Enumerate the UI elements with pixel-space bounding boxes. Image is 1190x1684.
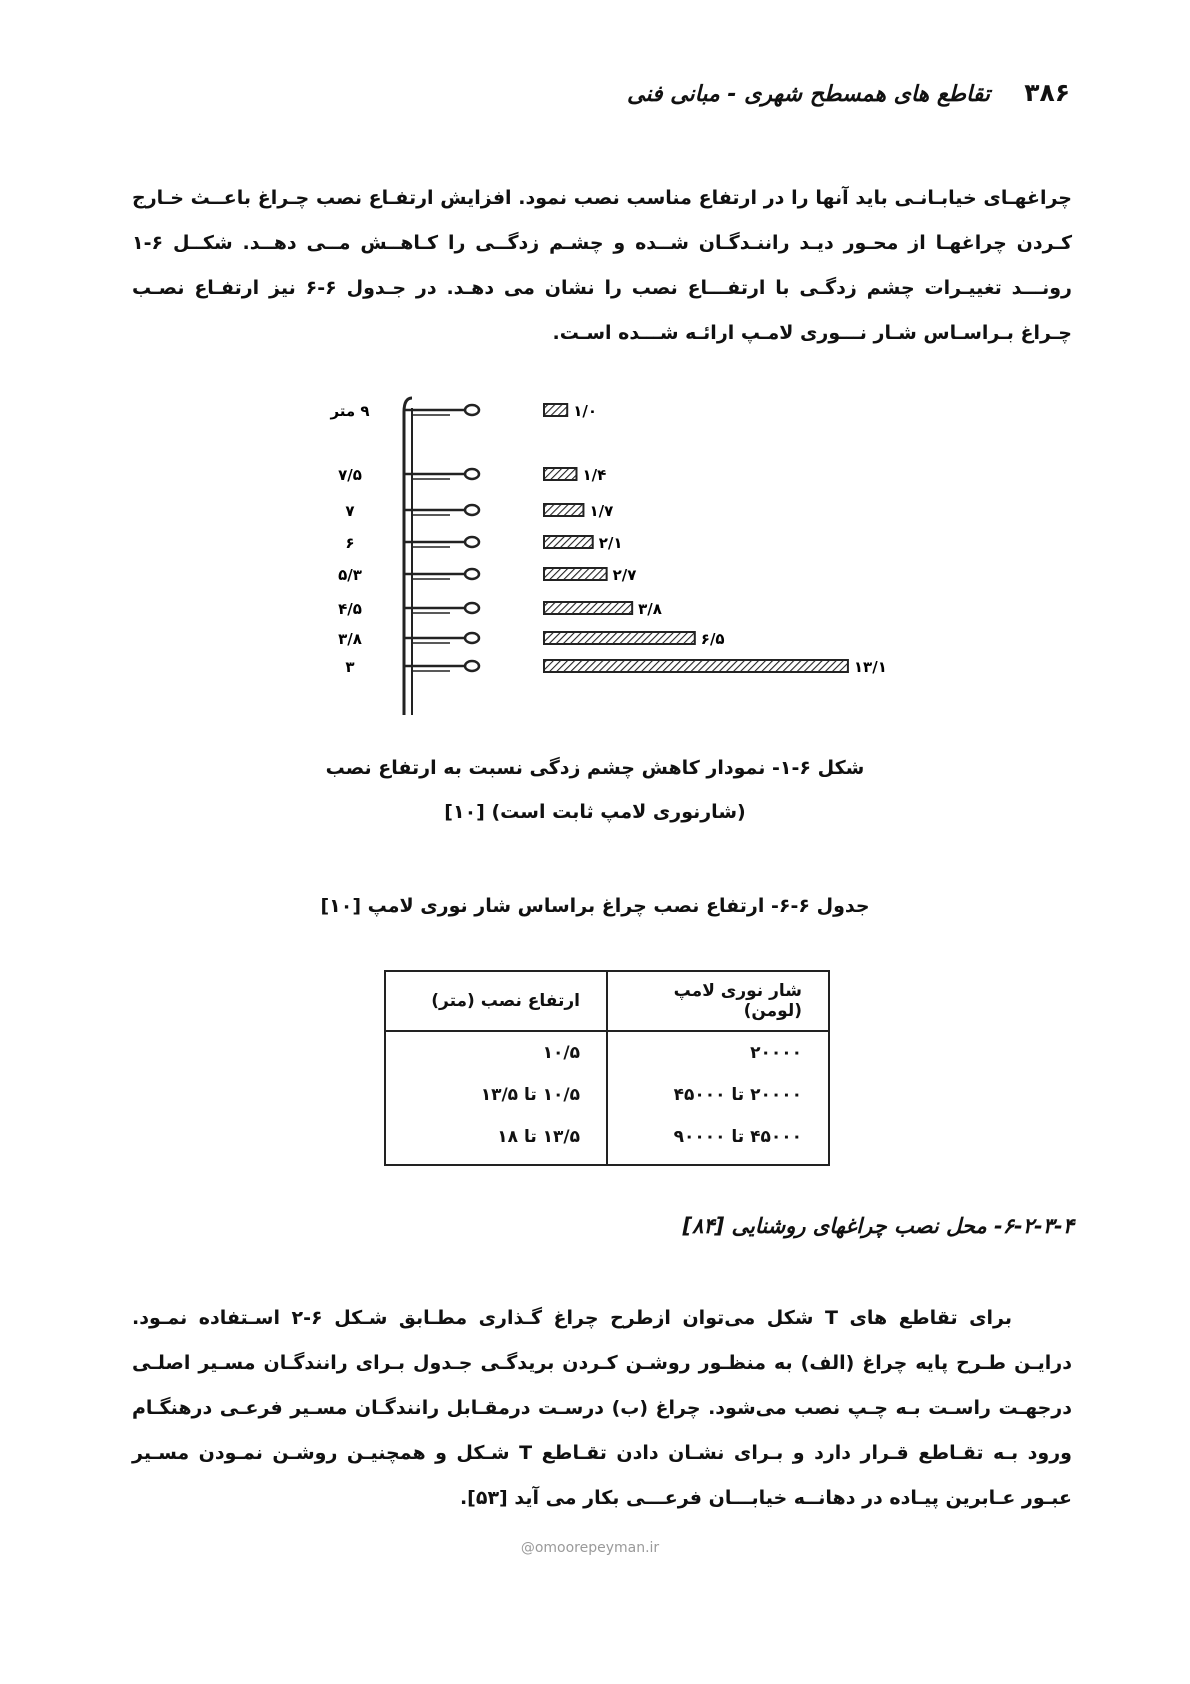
- height-tick-label: ۳/۸: [338, 630, 362, 648]
- height-tick-label: ۷: [345, 502, 355, 520]
- glare-bar: [544, 660, 848, 672]
- lamp-head: [465, 537, 479, 547]
- height-tick-label: ۴/۵: [338, 600, 362, 618]
- body-paragraph: برای تقاطع های T شکل می‌توان ازطرح چراغ گـذاری مطـابق شـکل ۶-۲ اسـتفاده نمـود. درایـن طـرح پایه چراغ (الف) به منظـور روشـن کـردن بریدگـی جـدول بـرای رانندگـان مسـیر اصلـی درجهـت راسـت بـه چـپ نصب می‌شود. چراغ (ب) درسـت درمقـابل رانندگـان مسـیر فرعـی درهنگـام ورود بـه تقـاطع قـرار دارد و بـرای نشـان دادن تقـاطع T شـکل و همچنیـن روشـن نمـودن مسـیر عبـور عـابرین پیـاده در دهانــه خیابـــان فرعـــی بکار می آید [۵۳].: [132, 1307, 1072, 1509]
- table-row: [385, 1074, 829, 1116]
- bar-value-label: ۳/۸: [638, 600, 662, 618]
- lamp-pole: [404, 398, 412, 715]
- glare-chart: [300, 390, 900, 720]
- table-cell: ۴۵۰۰۰ تا ۹۰۰۰۰: [607, 1116, 829, 1165]
- height-tick-label: ۷/۵: [338, 466, 362, 484]
- glare-chart-svg: [300, 390, 900, 720]
- glare-bar: [544, 602, 632, 614]
- bar-value-label: ۲/۷: [612, 566, 637, 584]
- lamp-head: [465, 661, 479, 671]
- lamp-head: [465, 569, 479, 579]
- bar-value-label: ۲/۱: [598, 534, 623, 552]
- glare-bar: [544, 536, 593, 548]
- table-cell: ۱۳/۵ تا ۱۸: [385, 1116, 607, 1165]
- bar-value-label: ۱/۰: [573, 402, 597, 420]
- table-cell: ۱۰/۵: [385, 1031, 607, 1074]
- bar-value-label: ۱/۴: [582, 466, 607, 484]
- lamp-height-table: [384, 970, 830, 1166]
- height-tick-label: ۵/۳: [338, 566, 362, 584]
- lamp-head: [465, 505, 479, 515]
- figure-caption-line-1: شکل ۶-۱- نمودار کاهش چشم زدگی نسبت به ارتفاع نصب: [325, 757, 865, 779]
- lamp-head: [465, 405, 479, 415]
- height-tick-label: ۶: [345, 534, 355, 552]
- column-header-luminous-flux: شار نوری لامپ (لومن): [607, 971, 829, 1031]
- running-header-title: تقاطع های همسطح شهری - مبانی فنی: [627, 82, 990, 107]
- table-caption: جدول ۶-۶- ارتفاع نصب چراغ براساس شار نوری لامپ [۱۰]: [320, 895, 870, 917]
- table-row: [385, 1116, 829, 1165]
- table-cell: ۲۰۰۰۰: [607, 1031, 829, 1074]
- glare-bar: [544, 468, 576, 480]
- lamp-head: [465, 603, 479, 613]
- column-header-mounting-height: ارتفاع نصب (متر): [385, 971, 607, 1031]
- height-tick-label: ۹ متر: [330, 402, 370, 420]
- watermark-text: @omoorepeyman.ir: [520, 1540, 660, 1556]
- glare-bar: [544, 404, 567, 416]
- lamp-head: [465, 469, 479, 479]
- body-paragraph: چراغهـای خیابـانـی باید آنها را در ارتفاع مناسب نصب نمود. افزایش ارتفـاع نصب چـراغ باعــث خـارج کـردن چراغهـا از محـور دیـد راننـدگـان شــده و چشـم زدگــی را کـاهــش مــی دهــد. شکــل ۶-۱ رونـــد تغییـرات چشم زدگـی با ارتفـــاع نصب را نشان می دهـد. در جـدول ۶-۶ نیز ارتفـاع نصـب چـراغ بـراسـاس شـار نـــوری لامـپ ارائـه شـــده اسـت.: [132, 187, 1072, 344]
- glare-bar: [544, 632, 695, 644]
- bar-value-label: ۱/۷: [589, 502, 614, 520]
- section-subheading: ۶-۲-۳-۴- محل نصب چراغهای روشنایی [۸۴]: [682, 1214, 1074, 1238]
- glare-bar: [544, 504, 583, 516]
- figure-caption-line-2: (شارنوری لامپ ثابت است) [۱۰]: [444, 801, 746, 823]
- lamp-head: [465, 633, 479, 643]
- table-header-row: [385, 971, 829, 1031]
- page-number: ۳۸۶: [1024, 78, 1070, 107]
- bar-value-label: ۱۳/۱: [853, 658, 887, 676]
- glare-bar: [544, 568, 607, 580]
- bar-value-label: ۶/۵: [700, 630, 725, 648]
- table-cell: ۱۰/۵ تا ۱۳/۵: [385, 1074, 607, 1116]
- table-row: [385, 1031, 829, 1074]
- height-tick-label: ۳: [345, 658, 355, 676]
- table-cell: ۲۰۰۰۰ تا ۴۵۰۰۰: [607, 1074, 829, 1116]
